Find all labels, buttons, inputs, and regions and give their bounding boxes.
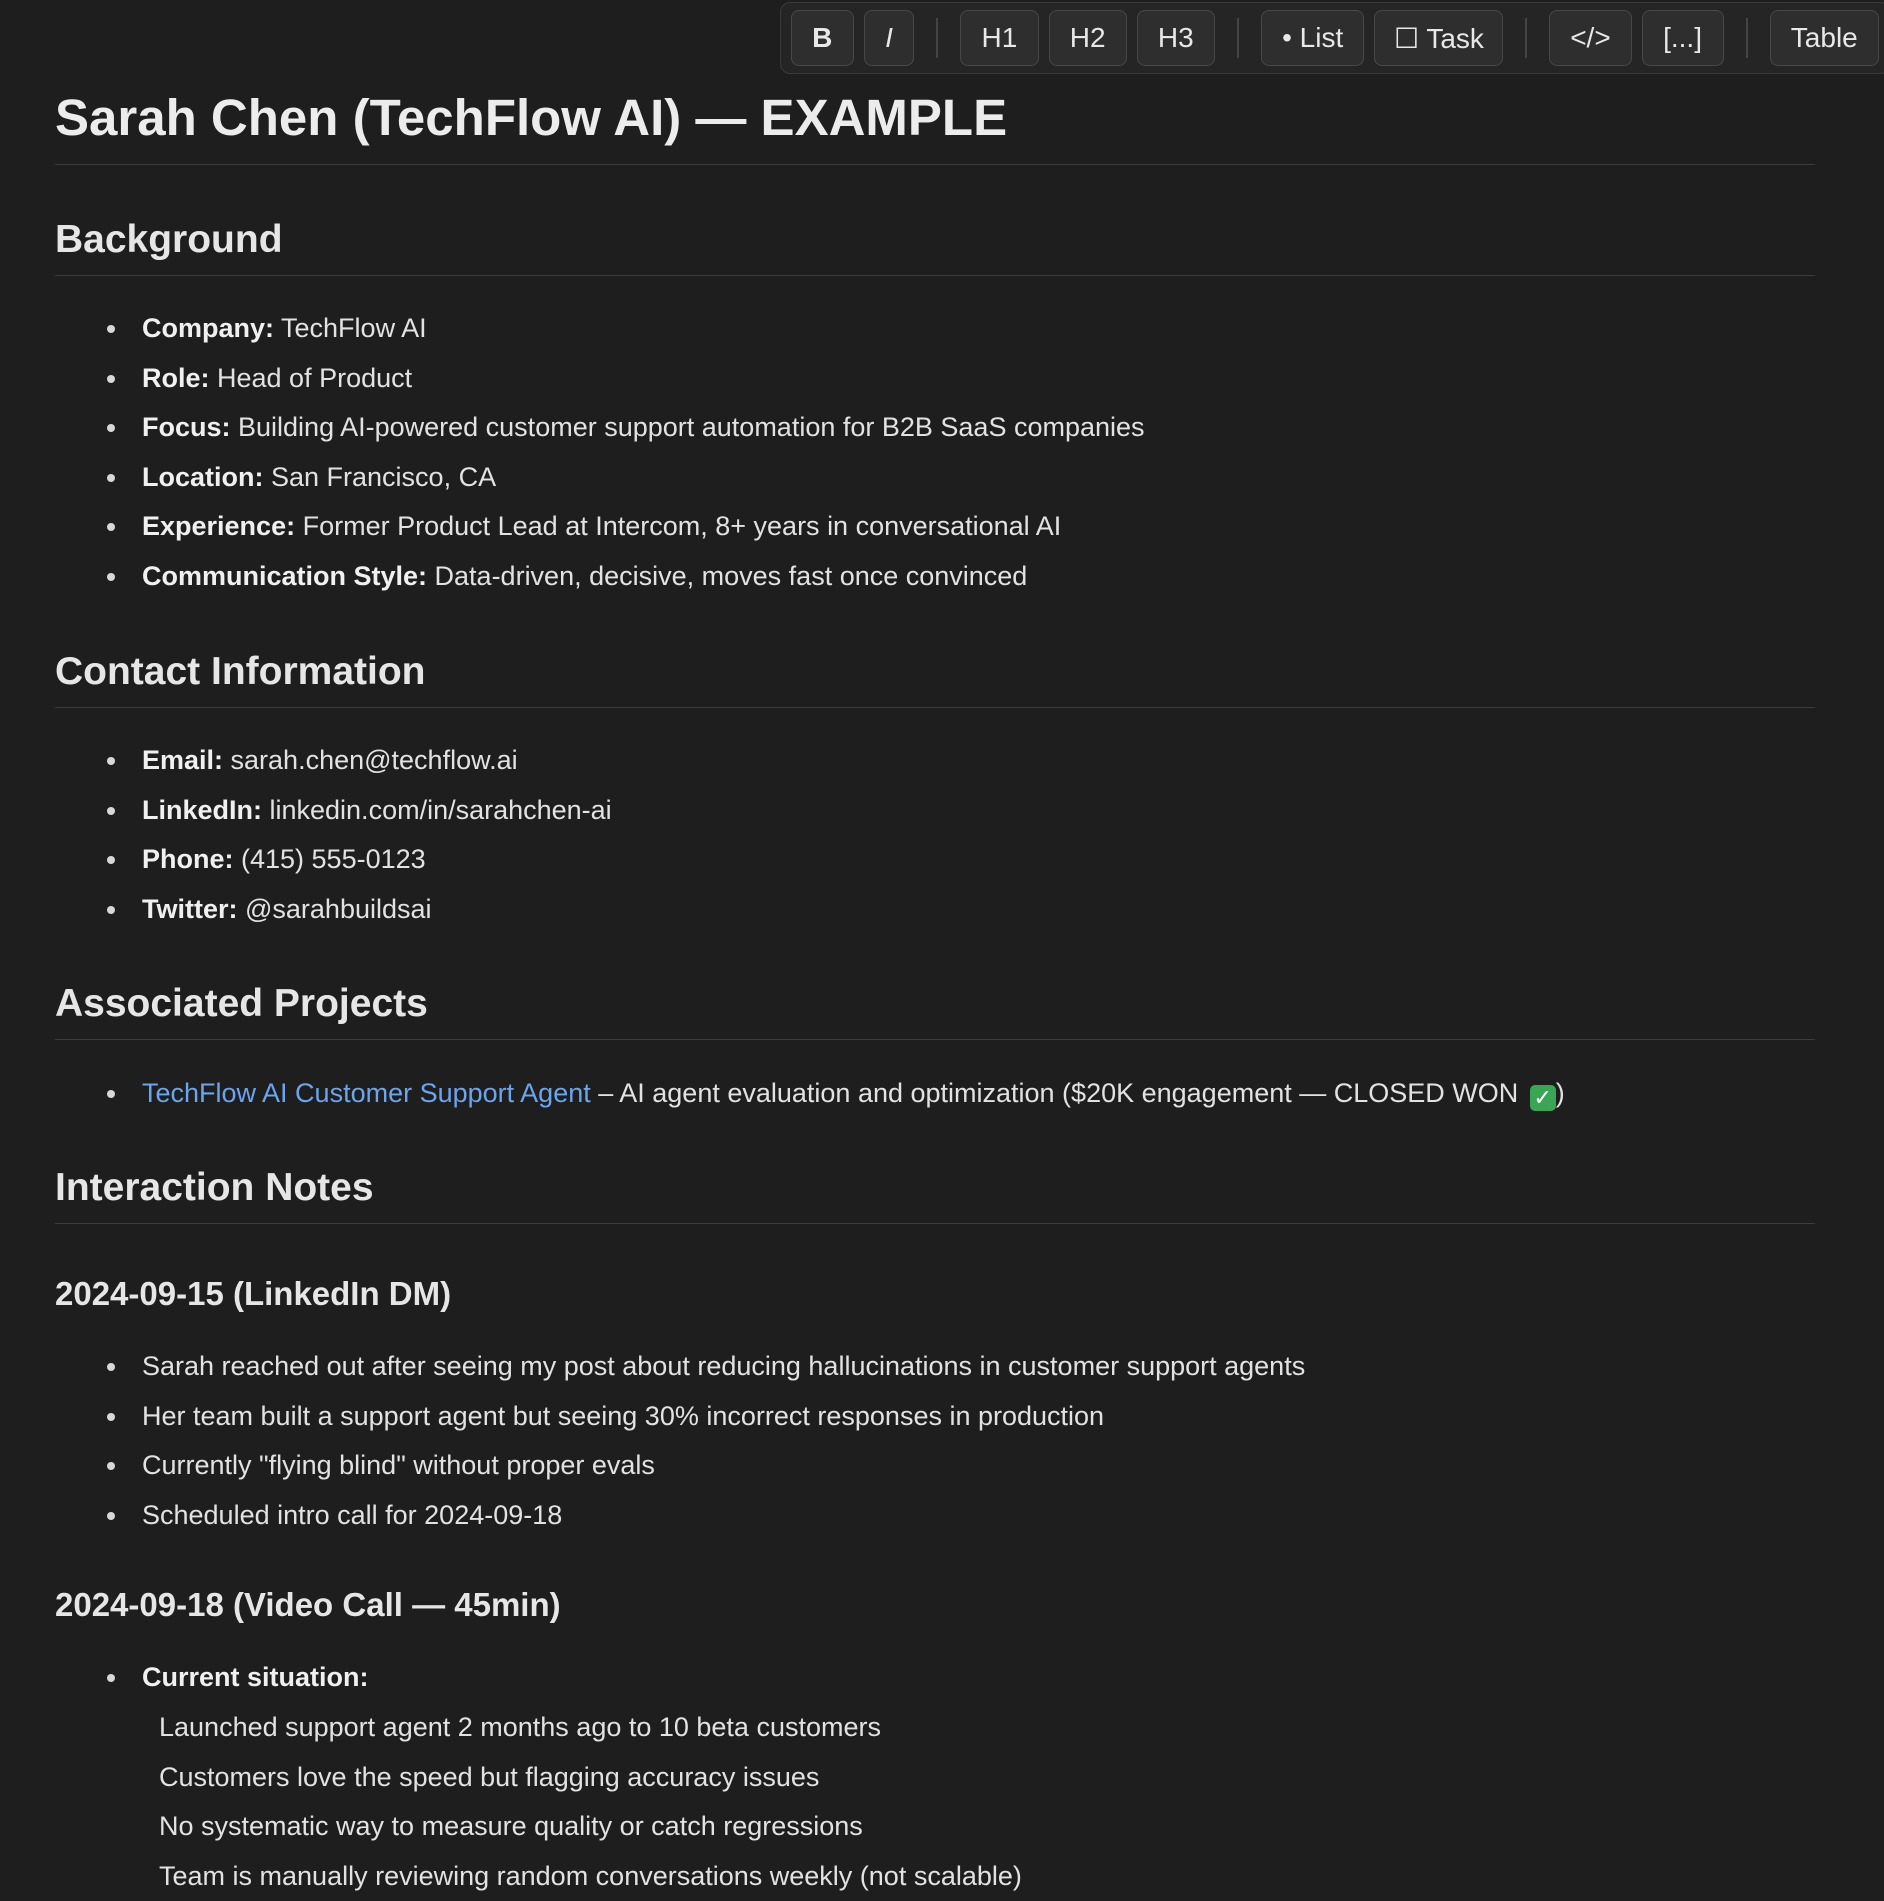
toolbar-divider [1746,18,1748,58]
field-label: Twitter: [142,894,238,924]
note-list [55,1342,1305,1540]
sub-list-item: Team is manually reviewing random conversations weekly (not scalable) [159,1852,1022,1901]
list-item [55,1653,369,1703]
check-mark-icon: ✓ [1530,1085,1556,1111]
field-value: sarah.chen@techflow.ai [223,745,518,775]
field-label: Email: [142,745,223,775]
field-value: Data-driven, decisive, moves fast once convinced [427,561,1027,591]
field-label: Communication Style: [142,561,427,591]
list-item: Scheduled intro call for 2024-09-18 [55,1491,1305,1541]
title-divider [55,164,1815,165]
field-label: Location: [142,462,264,492]
project-description-end: ) [1556,1078,1565,1108]
field-label: Focus: [142,412,231,442]
field-value: Building AI-powered customer support automation for B2B SaaS companies [231,412,1145,442]
h2-button[interactable]: H2 [1049,10,1127,66]
list-item [55,304,1145,354]
toolbar-divider [1237,18,1239,58]
situation-sublist [159,1703,1022,1901]
field-value: (415) 555-0123 [234,844,426,874]
list-item [55,552,1145,602]
field-value: @sarahbuildsai [238,894,432,924]
note-list [55,1653,369,1703]
sub-list-item: No systematic way to measure quality or catch regressions [159,1802,1022,1852]
field-label: Phone: [142,844,234,874]
code-button[interactable]: </> [1549,10,1631,66]
sub-list-item: Launched support agent 2 months ago to 10 beta customers [159,1703,1022,1753]
field-label: Role: [142,363,210,393]
section-heading-notes: Interaction Notes [55,1164,374,1212]
section-heading-background: Background [55,216,283,264]
contact-list [55,736,612,934]
page-title: Sarah Chen (TechFlow AI) — EXAMPLE [55,88,1007,148]
task-list-button[interactable]: ☐ Task [1374,10,1503,66]
list-item [55,354,1145,404]
section-divider [55,1223,1815,1224]
list-item [55,1069,1565,1119]
field-value: TechFlow AI [274,313,427,343]
section-heading-projects: Associated Projects [55,980,428,1028]
project-description: – AI agent evaluation and optimization ($20K engagement — CLOSED WON [591,1078,1526,1108]
section-divider [55,1039,1815,1040]
list-item [55,885,612,935]
field-value: linkedin.com/in/sarahchen-ai [262,795,612,825]
section-heading-contact: Contact Information [55,648,425,696]
toolbar-divider [936,18,938,58]
list-item [55,786,612,836]
field-label: Current situation: [142,1662,369,1692]
toolbar-divider [1525,18,1527,58]
italic-button[interactable]: I [864,10,915,66]
field-value: Former Product Lead at Intercom, 8+ years in conversational AI [295,511,1061,541]
section-divider [55,707,1815,708]
field-value: Head of Product [210,363,413,393]
field-value: San Francisco, CA [264,462,497,492]
bold-button[interactable]: B [791,10,854,66]
formatting-toolbar [780,2,1884,74]
field-label: LinkedIn: [142,795,262,825]
note-heading-2024-09-18: 2024-09-18 (Video Call — 45min) [55,1584,561,1626]
section-divider [55,275,1815,276]
bullet-list-button[interactable]: • List [1261,10,1365,66]
h3-button[interactable]: H3 [1137,10,1215,66]
field-label: Company: [142,313,274,343]
projects-list [55,1069,1565,1119]
list-item [55,835,612,885]
list-item [55,502,1145,552]
project-link[interactable]: TechFlow AI Customer Support Agent [142,1078,591,1108]
background-list [55,304,1145,601]
h1-button[interactable]: H1 [960,10,1038,66]
list-item: Sarah reached out after seeing my post about reducing hallucinations in customer support agents [55,1342,1305,1392]
list-item: Her team built a support agent but seeing 30% incorrect responses in production [55,1392,1305,1442]
list-item [55,403,1145,453]
table-button[interactable]: Table [1770,10,1879,66]
list-item [55,736,612,786]
note-heading-2024-09-15: 2024-09-15 (LinkedIn DM) [55,1273,451,1315]
sub-list-item: Customers love the speed but flagging accuracy issues [159,1753,1022,1803]
field-label: Experience: [142,511,295,541]
list-item [55,453,1145,503]
embed-button[interactable]: [...] [1642,10,1724,66]
list-item: Currently "flying blind" without proper evals [55,1441,1305,1491]
